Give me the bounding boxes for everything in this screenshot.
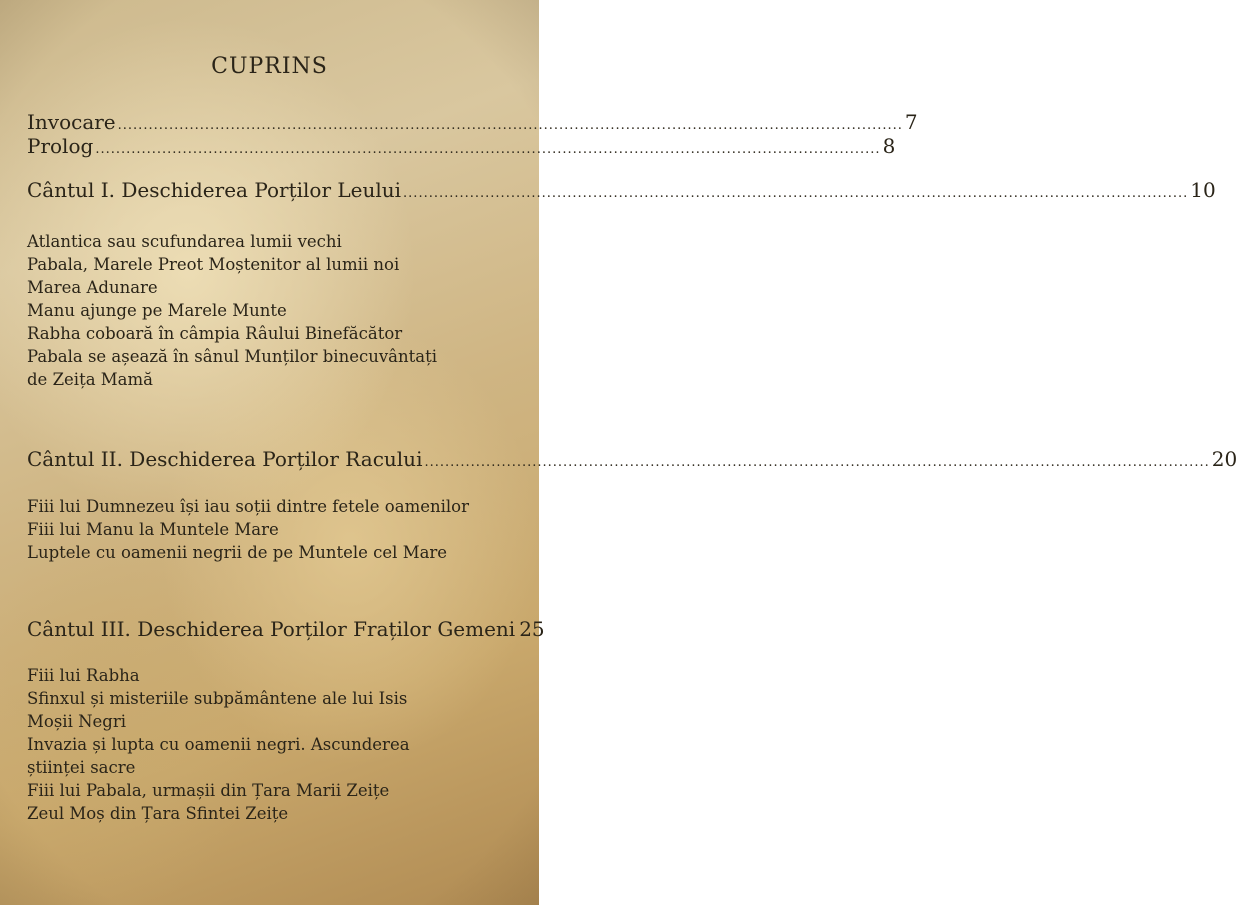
list-item: Rabha coboară în câmpia Râului Binefăcător [27, 324, 403, 343]
list-item: Pabala se așează în sânul Munților binecuvântați [27, 347, 438, 366]
toc-chapter-page: 25 [519, 617, 545, 641]
toc-entry-page: 8 [882, 134, 896, 158]
list-item: Manu ajunge pe Marele Munte [27, 301, 287, 320]
list-item: științei sacre [27, 758, 136, 777]
toc-chapter-label: Cântul III. Deschiderea Porților Fraților Gemeni [27, 617, 516, 641]
toc-chapter-label: Cântul I. Deschiderea Porților Leului [27, 178, 402, 202]
list-item: Marea Adunare [27, 278, 158, 297]
toc-chapter-2[interactable] [27, 447, 1237, 471]
toc-entry-label: Invocare [27, 110, 116, 134]
list-item: Atlantica sau scufundarea lumii vechi [27, 232, 342, 251]
toc-entry-label: Prolog [27, 134, 94, 158]
list-item: de Zeița Mamă [27, 370, 154, 389]
page-title: CUPRINS [211, 54, 328, 79]
toc-entry-page: 7 [904, 110, 918, 134]
toc-entry-invocare[interactable] [27, 110, 918, 134]
toc-entry-prolog[interactable] [27, 134, 896, 158]
chapter-2-sections [27, 495, 517, 564]
leader-dots: ......................................................................................................................................................... [95, 142, 881, 157]
chapter-1-sections [27, 230, 517, 391]
toc-chapter-page: 20 [1211, 447, 1237, 471]
leader-dots: ......................................................................................................................................................... [424, 455, 1210, 470]
toc-chapter-page: 10 [1190, 178, 1216, 202]
chapter-3-sections [27, 664, 517, 825]
toc-chapter-1[interactable] [27, 178, 1216, 202]
toc-chapter-3[interactable] [27, 617, 545, 641]
list-item: Zeul Moș din Țara Sfintei Zeițe [27, 804, 289, 823]
list-item: Fiii lui Rabha [27, 666, 140, 685]
list-item: Sfinxul și misteriile subpământene ale lui Isis [27, 689, 408, 708]
list-item: Invazia și lupta cu oamenii negri. Ascunderea [27, 735, 410, 754]
list-item: Luptele cu oamenii negrii de pe Muntele cel Mare [27, 543, 448, 562]
list-item: Fiii lui Pabala, urmașii din Țara Marii Zeițe [27, 781, 390, 800]
leader-dots: ......................................................................................................................................................... [403, 186, 1189, 201]
toc-chapter-label: Cântul II. Deschiderea Porților Racului [27, 447, 423, 471]
list-item: Moșii Negri [27, 712, 127, 731]
list-item: Fiii lui Dumnezeu își iau soții dintre fetele oamenilor [27, 497, 469, 516]
leader-dots: ......................................................................................................................................................... [117, 118, 903, 133]
list-item: Fiii lui Manu la Muntele Mare [27, 520, 279, 539]
list-item: Pabala, Marele Preot Moștenitor al lumii noi [27, 255, 400, 274]
